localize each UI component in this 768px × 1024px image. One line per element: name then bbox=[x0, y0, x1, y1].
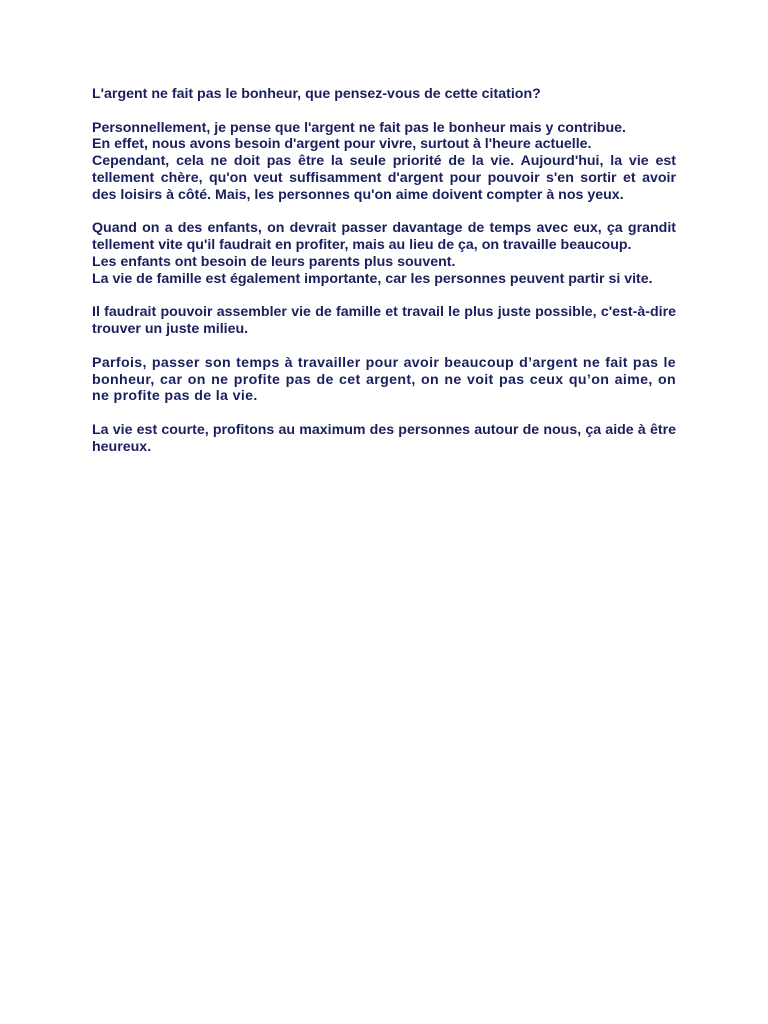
paragraph-1 bbox=[92, 120, 676, 204]
paragraph-4-line-1: Parfois, passer son temps à travailler pour avoir beaucoup d’argent ne fait pas le bonheur, car on ne profite pas de cet argent, on ne voit pas ceux qu’on aime, on ne profite pas de la vie. bbox=[92, 354, 676, 405]
paragraph-2-line-1: Quand on a des enfants, on devrait passer davantage de temps avec eux, ça grandit tellement vite qu'il faudrait en profiter, mais au lieu de ça, on travaille beaucoup. bbox=[92, 220, 676, 254]
paragraph-2-line-2: Les enfants ont besoin de leurs parents plus souvent. bbox=[92, 253, 456, 270]
document-body bbox=[92, 86, 676, 472]
paragraph-2-line-3: La vie de famille est également importante, car les personnes peuvent partir si vite. bbox=[92, 270, 653, 287]
paragraph-4 bbox=[92, 355, 676, 405]
document-title: L'argent ne fait pas le bonheur, que pensez-vous de cette citation? bbox=[92, 86, 541, 102]
paragraph-3 bbox=[92, 304, 676, 338]
paragraph-5-line-1: La vie est courte, profitons au maximum des personnes autour de nous, ça aide à être heureux. bbox=[92, 421, 676, 455]
paragraph-5 bbox=[92, 422, 676, 456]
paragraph-2 bbox=[92, 220, 676, 287]
paragraph-1-line-2: En effet, nous avons besoin d'argent pour vivre, surtout à l'heure actuelle. bbox=[92, 136, 592, 153]
paragraph-3-line-1: Il faudrait pouvoir assembler vie de famille et travail le plus juste possible, c'est-à-dire trouver un juste milieu. bbox=[92, 304, 676, 338]
paragraph-1-line-3: Cependant, cela ne doit pas être la seule priorité de la vie. Aujourd'hui, la vie est tellement chère, qu'on veut suffisamment d'argent pour pouvoir s'en sortir et avoir des loisirs à côté. Mais, les personnes qu'on aime doivent compter à nos yeux. bbox=[92, 153, 676, 203]
paragraph-1-line-1: Personnellement, je pense que l'argent ne fait pas le bonheur mais y contribue. bbox=[92, 119, 626, 136]
